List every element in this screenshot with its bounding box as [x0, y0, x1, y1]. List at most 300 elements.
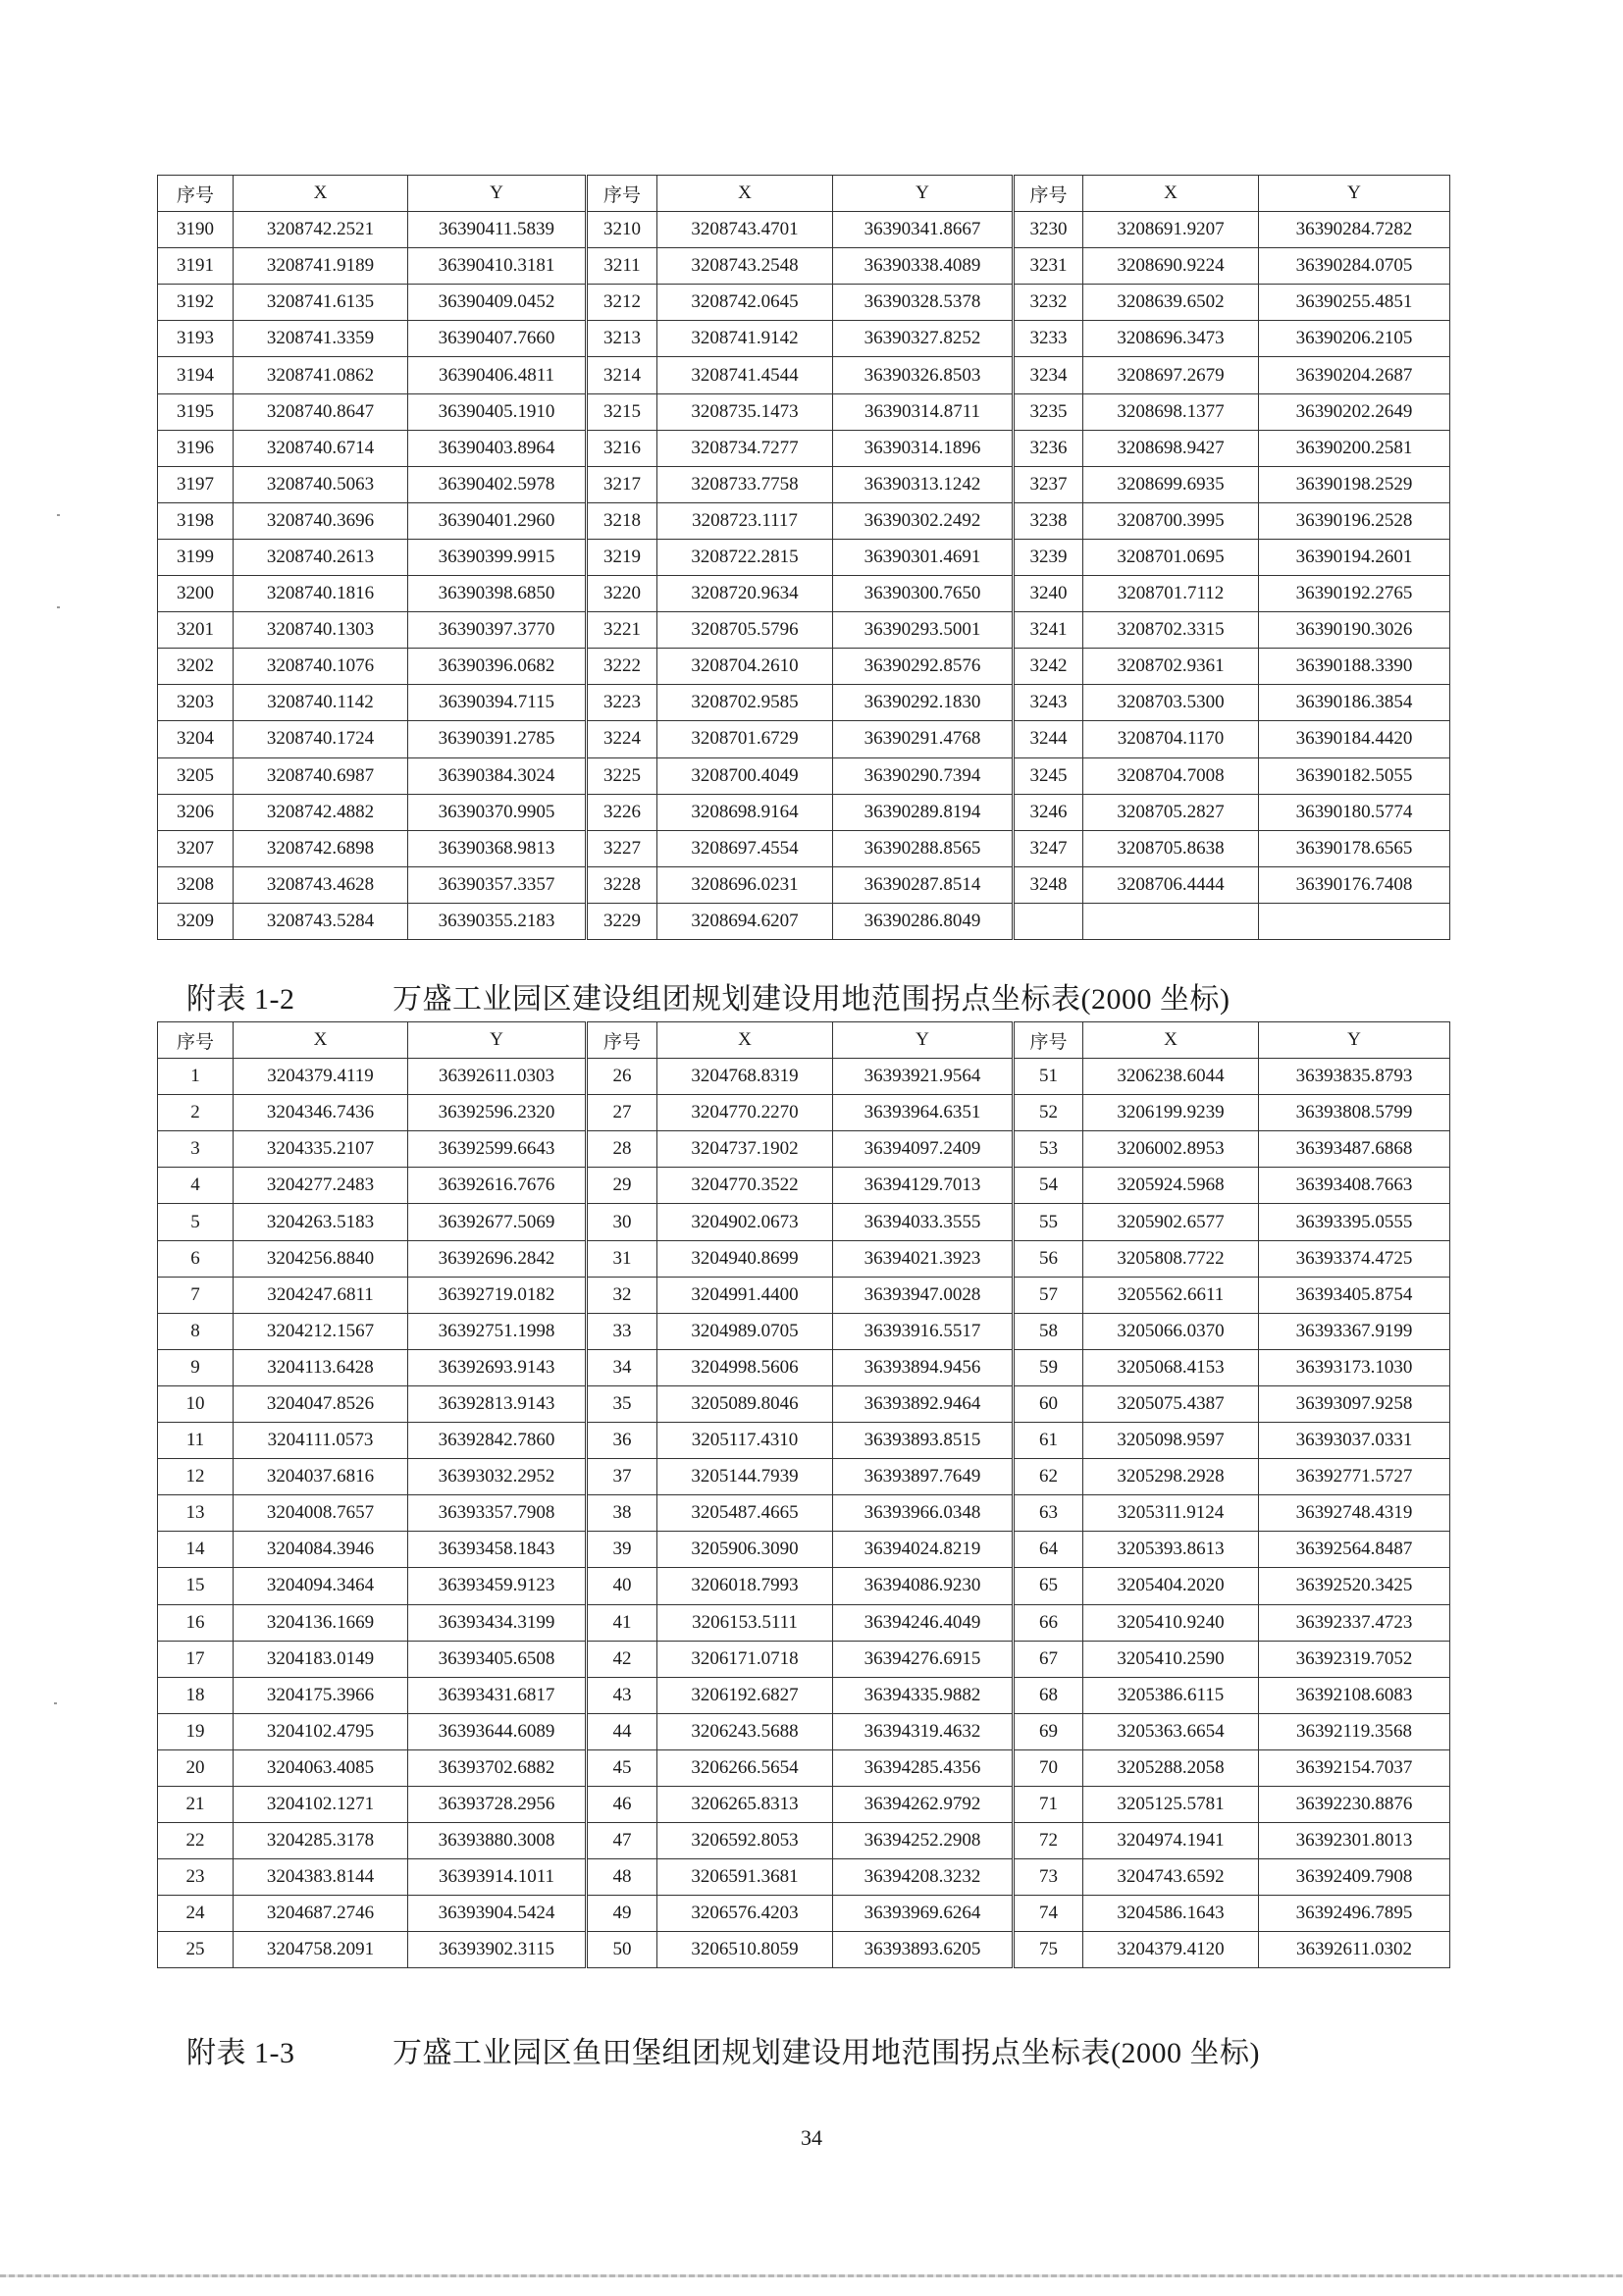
table-cell: 36390202.2649: [1259, 393, 1450, 430]
table-cell: 36392154.7037: [1259, 1749, 1450, 1786]
table-cell: 36393964.6351: [833, 1095, 1014, 1131]
table-cell: 59: [1014, 1349, 1083, 1385]
table-cell: 3229: [587, 903, 657, 939]
table-cell: 3248: [1014, 866, 1083, 903]
table-cell: 36393644.6089: [408, 1713, 587, 1749]
table-cell: 3237: [1014, 466, 1083, 502]
table-cell: 3204256.8840: [234, 1240, 408, 1277]
table-cell: 3205808.7722: [1083, 1240, 1259, 1277]
table-cell: 3204094.3464: [234, 1568, 408, 1604]
table-cell: 36392301.8013: [1259, 1823, 1450, 1859]
table-cell: 36390411.5839: [408, 212, 587, 248]
table-cell: 3235: [1014, 393, 1083, 430]
table-cell: 3208740.5063: [234, 466, 408, 502]
scan-speck: [57, 606, 60, 608]
table-row: [158, 1823, 1450, 1859]
table-cell: 36392693.9143: [408, 1349, 587, 1385]
table-cell: 52: [1014, 1095, 1083, 1131]
table-cell: 3204: [158, 721, 234, 757]
table-cell: 3208742.0645: [657, 285, 833, 321]
table-cell: 36392496.7895: [1259, 1896, 1450, 1932]
table-cell: 36390192.2765: [1259, 576, 1450, 612]
table-cell: [1083, 903, 1259, 939]
table-cell: 36392596.2320: [408, 1095, 587, 1131]
table-cell: 19: [158, 1713, 234, 1749]
table-cell: 36390391.2785: [408, 721, 587, 757]
table-cell: 36394285.4356: [833, 1749, 1014, 1786]
table-cell: 36393921.9564: [833, 1059, 1014, 1095]
column-header: Y: [1259, 1022, 1450, 1059]
table-cell: 3204247.6811: [234, 1277, 408, 1313]
table-cell: 36390302.2492: [833, 502, 1014, 539]
table-cell: 3: [158, 1131, 234, 1168]
table-cell: 36390182.5055: [1259, 757, 1450, 794]
table-cell: 36393916.5517: [833, 1313, 1014, 1349]
column-header: X: [657, 1022, 833, 1059]
table-row: [158, 612, 1450, 649]
table-cell: 3205: [158, 757, 234, 794]
table-cell: 70: [1014, 1749, 1083, 1786]
table-cell: 15: [158, 1568, 234, 1604]
table-cell: 3208742.2521: [234, 212, 408, 248]
table-row: [158, 1568, 1450, 1604]
table-cell: 36390338.4089: [833, 248, 1014, 285]
table-cell: 3208699.6935: [1083, 466, 1259, 502]
table-cell: 36392842.7860: [408, 1423, 587, 1459]
table-cell: 3208741.9142: [657, 321, 833, 357]
table-cell: 3208691.9207: [1083, 212, 1259, 248]
table-cell: 36394246.4049: [833, 1604, 1014, 1641]
table-cell: 36390313.1242: [833, 466, 1014, 502]
table-cell: 36390401.2960: [408, 502, 587, 539]
table-cell: 20: [158, 1749, 234, 1786]
table-cell: 36393893.8515: [833, 1423, 1014, 1459]
table-header-row: [158, 1022, 1450, 1059]
table-cell: 36392520.3425: [1259, 1568, 1450, 1604]
table-cell: 3204263.5183: [234, 1204, 408, 1240]
table-cell: 36390204.2687: [1259, 357, 1450, 393]
table-cell: 36394086.9230: [833, 1568, 1014, 1604]
table-row: [158, 1532, 1450, 1568]
table-cell: 10: [158, 1385, 234, 1422]
table-cell: 3208696.0231: [657, 866, 833, 903]
table-cell: 57: [1014, 1277, 1083, 1313]
table-cell: 22: [158, 1823, 234, 1859]
column-header: Y: [1259, 176, 1450, 212]
table-cell: 36390405.1910: [408, 393, 587, 430]
table-cell: 3204102.4795: [234, 1713, 408, 1749]
table-cell: 8: [158, 1313, 234, 1349]
table-cell: 36393405.8754: [1259, 1277, 1450, 1313]
table-cell: 3205125.5781: [1083, 1786, 1259, 1822]
table-cell: 3204770.3522: [657, 1168, 833, 1204]
table-cell: 3230: [1014, 212, 1083, 248]
table-cell: 36390194.2601: [1259, 539, 1450, 575]
table-cell: 3208720.9634: [657, 576, 833, 612]
table-cell: 3208743.4701: [657, 212, 833, 248]
table-cell: 3208740.3696: [234, 502, 408, 539]
table-cell: 36393902.3115: [408, 1932, 587, 1968]
table-cell: 36392677.5069: [408, 1204, 587, 1240]
table-cell: 3205311.9124: [1083, 1495, 1259, 1532]
table-cell: 56: [1014, 1240, 1083, 1277]
table-row: [158, 1749, 1450, 1786]
table-cell: 3243: [1014, 685, 1083, 721]
table-cell: 29: [587, 1168, 657, 1204]
table-row: [158, 1713, 1450, 1749]
table-cell: 54: [1014, 1168, 1083, 1204]
table-cell: 36393434.3199: [408, 1604, 587, 1641]
table-cell: 3204758.2091: [234, 1932, 408, 1968]
table-cell: 1: [158, 1059, 234, 1095]
table-cell: 48: [587, 1859, 657, 1896]
table-cell: 3238: [1014, 502, 1083, 539]
table-cell: 3208740.1816: [234, 576, 408, 612]
table-cell: 3190: [158, 212, 234, 248]
table-cell: [1259, 903, 1450, 939]
table-cell: 47: [587, 1823, 657, 1859]
table-row: [158, 1786, 1450, 1822]
table-cell: 3208733.7758: [657, 466, 833, 502]
table-cell: 36390176.7408: [1259, 866, 1450, 903]
table-cell: 3205906.3090: [657, 1532, 833, 1568]
table-cell: 36390293.5001: [833, 612, 1014, 649]
table-header-row: [158, 176, 1450, 212]
table-cell: 3218: [587, 502, 657, 539]
table-cell: 3208740.1142: [234, 685, 408, 721]
table-cell: 3220: [587, 576, 657, 612]
table-cell: 36392108.6083: [1259, 1677, 1450, 1713]
table-cell: 3205117.4310: [657, 1423, 833, 1459]
table-cell: 3208698.9427: [1083, 430, 1259, 466]
table-cell: 37: [587, 1459, 657, 1495]
table-cell: 3224: [587, 721, 657, 757]
table-cell: 36390200.2581: [1259, 430, 1450, 466]
table-cell: 3247: [1014, 830, 1083, 866]
table-row: [158, 1131, 1450, 1168]
column-header: Y: [408, 1022, 587, 1059]
table-cell: 36390326.8503: [833, 357, 1014, 393]
table-row: [158, 1495, 1450, 1532]
table-cell: 73: [1014, 1859, 1083, 1896]
table-cell: 36394129.7013: [833, 1168, 1014, 1204]
table-cell: 36393969.6264: [833, 1896, 1014, 1932]
table-cell: 3206266.5654: [657, 1749, 833, 1786]
table-cell: 3206243.5688: [657, 1713, 833, 1749]
table-cell: 43: [587, 1677, 657, 1713]
table-cell: 3208734.7277: [657, 430, 833, 466]
table-cell: 44: [587, 1713, 657, 1749]
coordinate-table-1: [157, 175, 1450, 940]
table-row: [158, 1423, 1450, 1459]
table-cell: 36394021.3923: [833, 1240, 1014, 1277]
table-row: [158, 430, 1450, 466]
table-cell: 36393487.6868: [1259, 1131, 1450, 1168]
table-row: [158, 466, 1450, 502]
table-cell: 36394033.3555: [833, 1204, 1014, 1240]
table-cell: 36390341.8667: [833, 212, 1014, 248]
table-cell: 3208705.8638: [1083, 830, 1259, 866]
table-cell: 3208723.1117: [657, 502, 833, 539]
table-cell: 36390403.8964: [408, 430, 587, 466]
table-cell: 13: [158, 1495, 234, 1532]
table-cell: 3204212.1567: [234, 1313, 408, 1349]
table-cell: 36390198.2529: [1259, 466, 1450, 502]
table-cell: 34: [587, 1349, 657, 1385]
caption-title: 万盛工业园区建设组团规划建设用地范围拐点坐标表(2000 坐标): [393, 983, 1230, 1016]
table-cell: 36390288.8565: [833, 830, 1014, 866]
table-cell: 3208702.3315: [1083, 612, 1259, 649]
column-header: 序号: [1014, 176, 1083, 212]
table-cell: 3204037.6816: [234, 1459, 408, 1495]
table-cell: 3212: [587, 285, 657, 321]
table-cell: 36394276.6915: [833, 1641, 1014, 1677]
table-row: [158, 285, 1450, 321]
table-cell: 3221: [587, 612, 657, 649]
table-cell: 36390368.9813: [408, 830, 587, 866]
table-cell: 36394097.2409: [833, 1131, 1014, 1168]
table-cell: 3205393.8613: [1083, 1532, 1259, 1568]
table-cell: 3208704.1170: [1083, 721, 1259, 757]
table-cell: 3225: [587, 757, 657, 794]
table-cell: 3204379.4119: [234, 1059, 408, 1095]
table-row: [158, 1677, 1450, 1713]
column-header: Y: [833, 176, 1014, 212]
table-cell: 36390180.5774: [1259, 794, 1450, 830]
table-cell: 2: [158, 1095, 234, 1131]
caption-title: 万盛工业园区鱼田堡组团规划建设用地范围拐点坐标表(2000 坐标): [393, 2037, 1260, 2069]
table-cell: 3205924.5968: [1083, 1168, 1259, 1204]
table-cell: 36393032.2952: [408, 1459, 587, 1495]
table-cell: 3206171.0718: [657, 1641, 833, 1677]
table-cell: 30: [587, 1204, 657, 1240]
table-cell: 3208703.5300: [1083, 685, 1259, 721]
column-header: X: [1083, 176, 1259, 212]
table-cell: 36392337.4723: [1259, 1604, 1450, 1641]
table-cell: 36394208.3232: [833, 1859, 1014, 1896]
table-cell: 3208697.4554: [657, 830, 833, 866]
column-header: 序号: [587, 1022, 657, 1059]
table-cell: 3210: [587, 212, 657, 248]
table-cell: 3208741.6135: [234, 285, 408, 321]
table-cell: 63: [1014, 1495, 1083, 1532]
table-cell: 3204136.1669: [234, 1604, 408, 1641]
page-number: 34: [801, 2125, 822, 2150]
table-cell: 3223: [587, 685, 657, 721]
table-cell: 3206576.4203: [657, 1896, 833, 1932]
table-row: [158, 757, 1450, 794]
table-row: [158, 1459, 1450, 1495]
table-cell: 3208694.6207: [657, 903, 833, 939]
table-caption-1-3: [186, 2028, 1260, 2071]
table-cell: 50: [587, 1932, 657, 1968]
table-cell: 3208740.1724: [234, 721, 408, 757]
table-cell: 3217: [587, 466, 657, 502]
scan-edge-line: [0, 2274, 1623, 2277]
table-cell: 3205066.0370: [1083, 1313, 1259, 1349]
table-cell: 4: [158, 1168, 234, 1204]
table-cell: 36393374.4725: [1259, 1240, 1450, 1277]
table-cell: 3226: [587, 794, 657, 830]
table-cell: 3216: [587, 430, 657, 466]
table-cell: 3204940.8699: [657, 1240, 833, 1277]
table-cell: 3242: [1014, 649, 1083, 685]
table-cell: 49: [587, 1896, 657, 1932]
table-cell: 3211: [587, 248, 657, 285]
table-cell: 46: [587, 1786, 657, 1822]
table-cell: 3208743.2548: [657, 248, 833, 285]
table-cell: 3204974.1941: [1083, 1823, 1259, 1859]
table-cell: 3245: [1014, 757, 1083, 794]
table-cell: 3219: [587, 539, 657, 575]
table-cell: 3205068.4153: [1083, 1349, 1259, 1385]
table-cell: 36392611.0303: [408, 1059, 587, 1095]
table-cell: 66: [1014, 1604, 1083, 1641]
table-cell: 3204991.4400: [657, 1277, 833, 1313]
table-cell: 36393894.9456: [833, 1349, 1014, 1385]
table-cell: 53: [1014, 1131, 1083, 1168]
table-cell: 26: [587, 1059, 657, 1095]
table-cell: 3241: [1014, 612, 1083, 649]
column-header: 序号: [158, 176, 234, 212]
table-cell: 36390291.4768: [833, 721, 1014, 757]
table-cell: 36390289.8194: [833, 794, 1014, 830]
table-cell: 3205902.6577: [1083, 1204, 1259, 1240]
table-cell: 3208704.7008: [1083, 757, 1259, 794]
table-cell: 3208702.9585: [657, 685, 833, 721]
table-cell: 74: [1014, 1896, 1083, 1932]
table-cell: 3194: [158, 357, 234, 393]
table-cell: 3204902.0673: [657, 1204, 833, 1240]
table-cell: 36393892.9464: [833, 1385, 1014, 1422]
table-cell: 36394262.9792: [833, 1786, 1014, 1822]
table-row: [158, 1385, 1450, 1422]
table-cell: 36390384.3024: [408, 757, 587, 794]
table-cell: 36390406.4811: [408, 357, 587, 393]
table-cell: 3208696.3473: [1083, 321, 1259, 357]
table-row: [158, 1896, 1450, 1932]
table-cell: 3204379.4120: [1083, 1932, 1259, 1968]
scan-speck: [54, 1702, 57, 1704]
table-cell: 3208743.5284: [234, 903, 408, 939]
table-cell: 51: [1014, 1059, 1083, 1095]
table-cell: 3204175.3966: [234, 1677, 408, 1713]
table-cell: 3204113.6428: [234, 1349, 408, 1385]
table-cell: 3208740.6987: [234, 757, 408, 794]
table-cell: 3236: [1014, 430, 1083, 466]
table-cell: 3208639.6502: [1083, 285, 1259, 321]
table-cell: 36392230.8876: [1259, 1786, 1450, 1822]
table-cell: 25: [158, 1932, 234, 1968]
table-cell: 36393702.6882: [408, 1749, 587, 1786]
table-row: [158, 903, 1450, 939]
table-cell: 36390290.7394: [833, 757, 1014, 794]
table-cell: 36392748.4319: [1259, 1495, 1450, 1532]
table-cell: 3205089.8046: [657, 1385, 833, 1422]
column-header: 序号: [587, 176, 657, 212]
table-cell: 3208700.3995: [1083, 502, 1259, 539]
table-cell: 3205386.6115: [1083, 1677, 1259, 1713]
table-row: [158, 1277, 1450, 1313]
table-cell: 36390301.4691: [833, 539, 1014, 575]
table-cell: 36390396.0682: [408, 649, 587, 685]
table-cell: 3239: [1014, 539, 1083, 575]
table-cell: 36392696.2842: [408, 1240, 587, 1277]
table-cell: 3204989.0705: [657, 1313, 833, 1349]
table-cell: 69: [1014, 1713, 1083, 1749]
table-cell: 36394335.9882: [833, 1677, 1014, 1713]
table-cell: 3204111.0573: [234, 1423, 408, 1459]
table-cell: 28: [587, 1131, 657, 1168]
table-cell: 36392599.6643: [408, 1131, 587, 1168]
table-cell: 24: [158, 1896, 234, 1932]
table-cell: 36393897.7649: [833, 1459, 1014, 1495]
table-cell: 36393966.0348: [833, 1495, 1014, 1532]
table-cell: 3205487.4665: [657, 1495, 833, 1532]
table-cell: 3206018.7993: [657, 1568, 833, 1604]
table-cell: 31: [587, 1240, 657, 1277]
table-cell: 3191: [158, 248, 234, 285]
table-cell: 36390286.8049: [833, 903, 1014, 939]
table-cell: 36392611.0302: [1259, 1932, 1450, 1968]
table-cell: 3208700.4049: [657, 757, 833, 794]
table-cell: 18: [158, 1677, 234, 1713]
table-cell: 3208741.4544: [657, 357, 833, 393]
table-cell: 3208706.4444: [1083, 866, 1259, 903]
table-cell: 41: [587, 1604, 657, 1641]
table-cell: 7: [158, 1277, 234, 1313]
table-cell: 3193: [158, 321, 234, 357]
table-cell: 36390178.6565: [1259, 830, 1450, 866]
table-cell: 36393173.1030: [1259, 1349, 1450, 1385]
table-row: [158, 794, 1450, 830]
table-cell: 72: [1014, 1823, 1083, 1859]
table-cell: 36390314.8711: [833, 393, 1014, 430]
table-cell: 38: [587, 1495, 657, 1532]
table-cell: 36390188.3390: [1259, 649, 1450, 685]
table-cell: 36390410.3181: [408, 248, 587, 285]
table-cell: 3206002.8953: [1083, 1131, 1259, 1168]
table-cell: 36394319.4632: [833, 1713, 1014, 1749]
table-cell: 3227: [587, 830, 657, 866]
table-cell: 36393728.2956: [408, 1786, 587, 1822]
table-cell: 36393408.7663: [1259, 1168, 1450, 1204]
table-cell: 3208741.9189: [234, 248, 408, 285]
table-cell: 36390399.9915: [408, 539, 587, 575]
table-row: [158, 866, 1450, 903]
table-cell: 14: [158, 1532, 234, 1568]
table-cell: 3208702.9361: [1083, 649, 1259, 685]
table-cell: 36390357.3357: [408, 866, 587, 903]
table-cell: 3206199.9239: [1083, 1095, 1259, 1131]
table-cell: 36393914.1011: [408, 1859, 587, 1896]
table-row: [158, 1932, 1450, 1968]
table-row: [158, 1641, 1450, 1677]
table-cell: 3208701.7112: [1083, 576, 1259, 612]
table-cell: 3204183.0149: [234, 1641, 408, 1677]
table-cell: 3204047.8526: [234, 1385, 408, 1422]
table-cell: 3205410.9240: [1083, 1604, 1259, 1641]
table-cell: 3244: [1014, 721, 1083, 757]
column-header: 序号: [1014, 1022, 1083, 1059]
table-cell: 45: [587, 1749, 657, 1786]
table-cell: 36392564.8487: [1259, 1532, 1450, 1568]
column-header: X: [657, 176, 833, 212]
table-row: [158, 1240, 1450, 1277]
table-cell: 36: [587, 1423, 657, 1459]
table-row: [158, 1095, 1450, 1131]
table-cell: 3205298.2928: [1083, 1459, 1259, 1495]
